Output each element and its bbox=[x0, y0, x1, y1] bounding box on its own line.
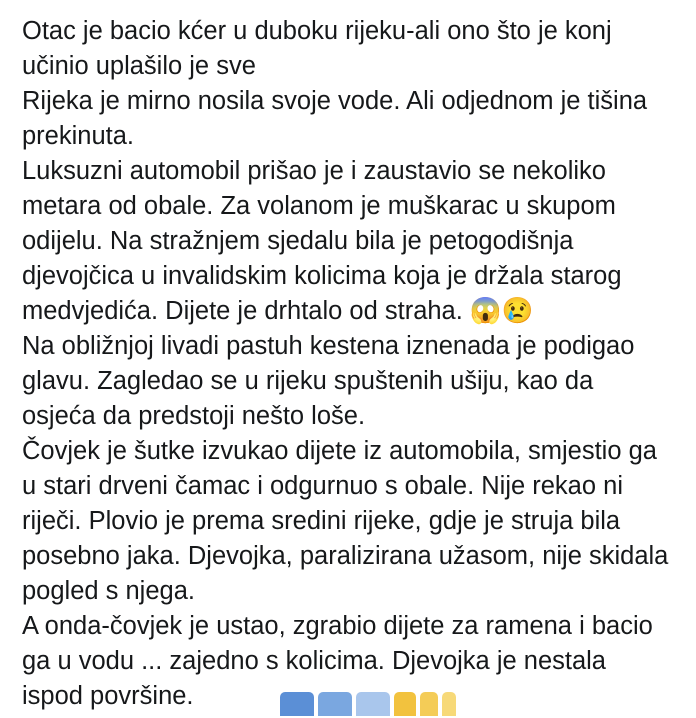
haha-icon[interactable] bbox=[442, 692, 456, 716]
post-paragraph-3: Na obližnjoj livadi pastuh kestena iznenada je podigao glavu. Zagledao se u rijeku spuštenih ušiju, kao da osjeća da predstoji nešto loše. bbox=[22, 332, 642, 430]
like-icon[interactable] bbox=[280, 692, 314, 716]
post-headline: Otac je bacio kćer u duboku rijeku-ali ono što je konj učinio uplašilo je sve bbox=[22, 17, 619, 80]
post-paragraph-2: Luksuzni automobil prišao je i zaustavio se nekoliko metara od obale. Za volanom je muškarac u skupom odijelu. Na stražnjem sjedalu bila je petogodišnja djevojčica u invalidskim kolicima koja je držala starog medvjedića. Dijete je drhtalo od straha. 😱😢 bbox=[22, 157, 629, 325]
sad-icon[interactable] bbox=[420, 692, 438, 716]
care-icon[interactable] bbox=[318, 692, 352, 716]
reaction-bar[interactable] bbox=[0, 692, 696, 718]
post-paragraph-1: Rijeka je mirno nosila svoje vode. Ali odjednom je tišina prekinuta. bbox=[22, 87, 655, 150]
wow-icon[interactable] bbox=[394, 692, 416, 716]
love-icon[interactable] bbox=[356, 692, 390, 716]
post-paragraph-4: Čovjek je šutke izvukao dijete iz automobila, smjestio ga u stari drveni čamac i odgurnuo s obale. Nije rekao ni riječi. Plovio je prema sredini rijeke, gdje je struja bila posebno jaka. Djevojka, paralizirana užasom, nije skidala pogled s njega. bbox=[22, 437, 676, 605]
post-paragraph-5: A onda-čovjek je ustao, zgrabio dijete za ramena i bacio ga u vodu ... zajedno s kolicima. Djevojka je nestala ispod površine. bbox=[22, 612, 660, 710]
